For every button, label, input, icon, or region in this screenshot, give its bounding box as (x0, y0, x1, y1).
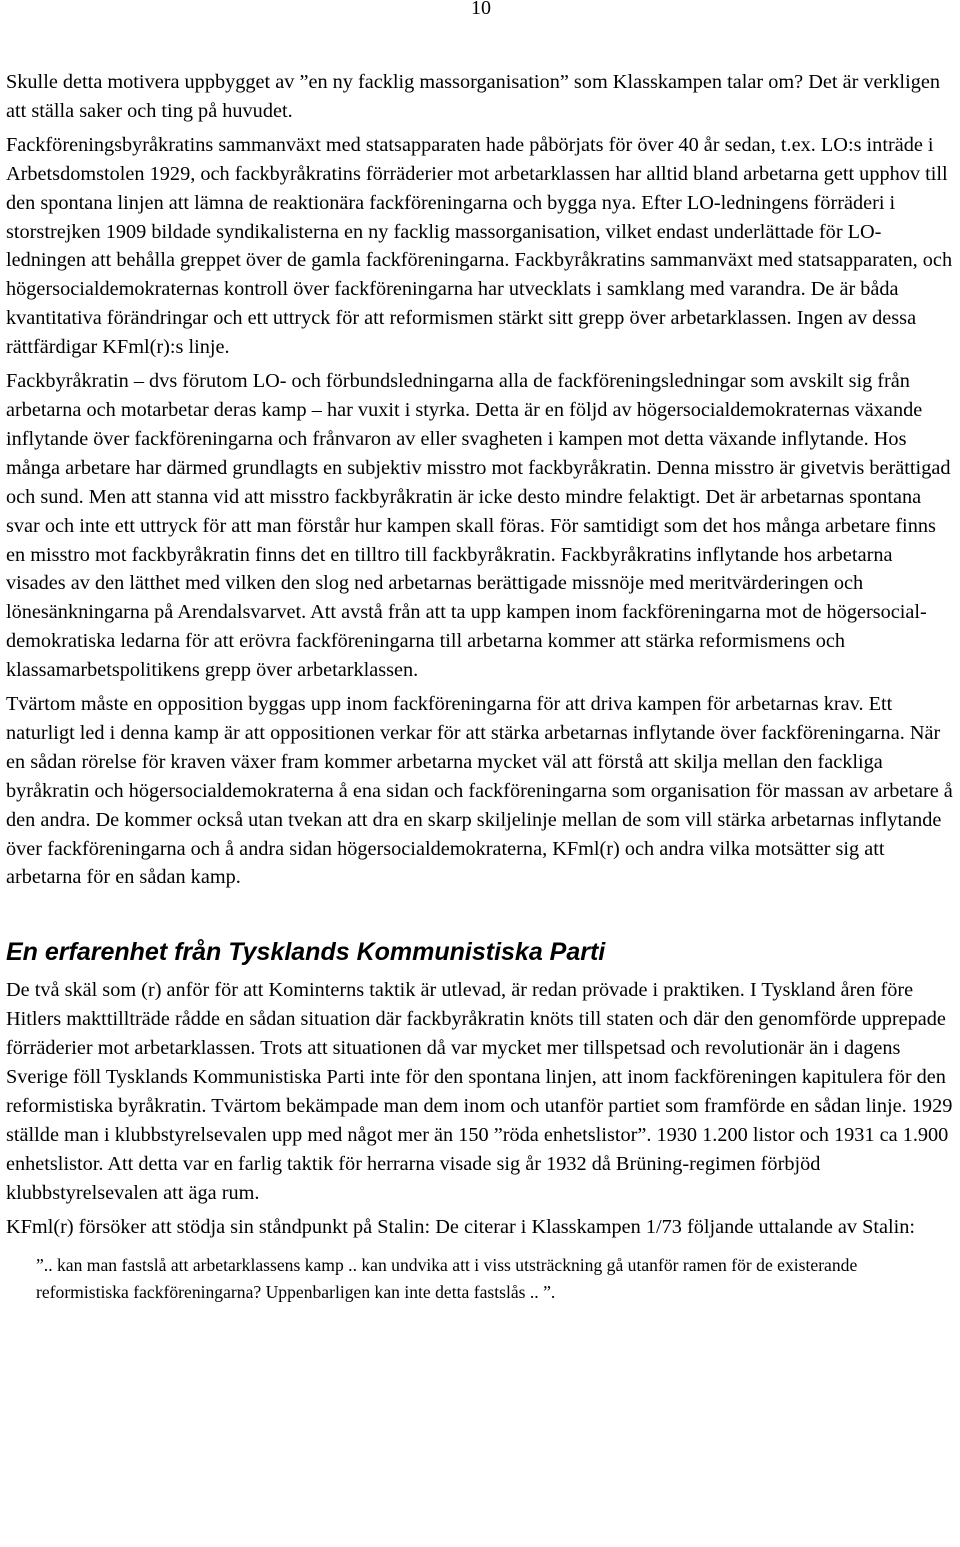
paragraph-3: Fackbyråkratin – dvs förutom LO- och förbundsledningarna alla de fackföreningsledningar som avskilt sig från arbetarna och motarbetar deras kamp – har vuxit i styrka. Detta är en följd av högersocialdemokraternas växande inflytande över fackföreningarna och frånvaron av eller svagheten i kampen mot detta växande inflytande. Hos många arbetare har därmed grundlagts en subjektiv misstro mot fackbyråkratin. Denna misstro är givetvis berättigad och sund. Men att stanna vid att misstro fackbyråkratin är icke desto mindre felaktigt. Det är arbetarnas spontana svar och inte ett uttryck för att man förstår hur kampen skall föras. För samtidigt som det hos många arbetare finns en misstro mot fackbyråkratin finns det en tilltro till fackbyråkratin. Fackbyråkratins inflytande hos arbetarna visades av den lätthet med vilken den slog ned arbetarnas berättigade missnöje med meritvärderingen och lönesänkningarna på Arendalsvarvet. Att avstå från att ta upp kampen inom fackföreningarna mot de högersocialdemokratiska ledarna för att erövra fackföreningarna till arbetarna kommer att stärka reformismens och klassamarbetspolitikens grepp över arbetarklassen. (6, 370, 951, 682)
paragraph-1: Skulle detta motivera uppbygget av ”en ny facklig massorganisation” som Klasskampen talar om? Det är verkligen att ställa saker och ting på huvudet. (6, 71, 940, 122)
document-body (6, 68, 954, 1306)
paragraph-2: Fackföreningsbyråkratins sammanväxt med statsapparaten hade påbörjats för över 40 år sedan, t.ex. LO:s inträde i Arbetsdomstolen 1929, och fackbyråkratins förräderier mot arbetarklassen har alltid bland arbetarna gett upphov till den spontana linjen att lämna de reaktionära fackföreningarna och bygga nya. Efter LO-ledningens förräderi i storstrejken 1909 bildade syndikalisterna en ny facklig massorganisation, vilket endast underlättade för LO-ledningen att behålla greppet över de gamla fackföreningarna. Fackbyråkratins sammanväxt med statsapparaten, och högersocialdemokraternas kontroll över fackföreningarna har utvecklats i samklang med varandra. De är båda kvantitativa förändringar och ett uttryck för att reformismen stärkt sitt grepp över arbetarklassen. Ingen av dessa rättfärdigar KFml(r):s linje. (6, 133, 953, 359)
paragraph-4: Tvärtom måste en opposition byggas upp inom fackföreningarna för att driva kampen för arbetarnas krav. Ett naturligt led i denna kamp är att oppositionen verkar för att stärka arbetarnas inflytande över fackföreningarna. När en sådan rörelse för kraven växer fram kommer arbetarna mycket väl att förstå att skilja mellan den fackliga byråkratin och högersocialdemokraterna å ena sidan och fackföreningarna som organisation för massan av arbetare å den andra. De kommer också utan tvekan att dra en skarp skiljelinje mellan de som vill stärka arbetarnas inflytande över fackföreningarna och å andra sidan högersocialdemokraterna, KFml(r) och andra vilka motsätter sig att arbetarna för en sådan kamp. (6, 693, 953, 889)
stalin-quote: ”.. kan man fastslå att arbetarklassens kamp .. kan undvika att i viss utsträckning gå utanför ramen för de existerande reformistiska fackföreningarna? Uppenbarligen kan inte detta fastslås .. ”. (36, 1254, 858, 1302)
page-number: 10 (471, 0, 491, 19)
section-paragraph-1: De två skäl som (r) anför för att Kominterns taktik är utlevad, är redan prövade i praktiken. I Tyskland åren före Hitlers makttillträde rådde en sådan situation där fackbyråkratin knöts till staten och där den genomförde upprepade förräderier mot arbetarklassen. Trots att situationen då var mycket mer tillspetsad och revolutionär än i dagens Sverige föll Tysklands Kommunistiska Parti inte för den spontana linjen, att inom fackföreningen kapitulera för den reformistiska byråkratin. Tvärtom bekämpade man dem inom och utanför partiet som framförde en sådan linje. 1929 ställde man i klubbstyrelsevalen upp med något mer än 150 ”röda enhetslistor”. 1930 1.200 listor och 1931 ca 1.900 enhetslistor. Att detta var en farlig taktik för herrarna visade sig år 1932 då Brüning-regimen förbjöd klubbstyrelsevalen att äga rum. (6, 979, 953, 1204)
section-paragraph-2: KFml(r) försöker att stödja sin ståndpunkt på Stalin: De citerar i Klasskampen 1/73 följande uttalande av Stalin: (6, 1215, 916, 1238)
section-heading: En erfarenhet från Tysklands Kommunistiska Parti (6, 938, 606, 967)
